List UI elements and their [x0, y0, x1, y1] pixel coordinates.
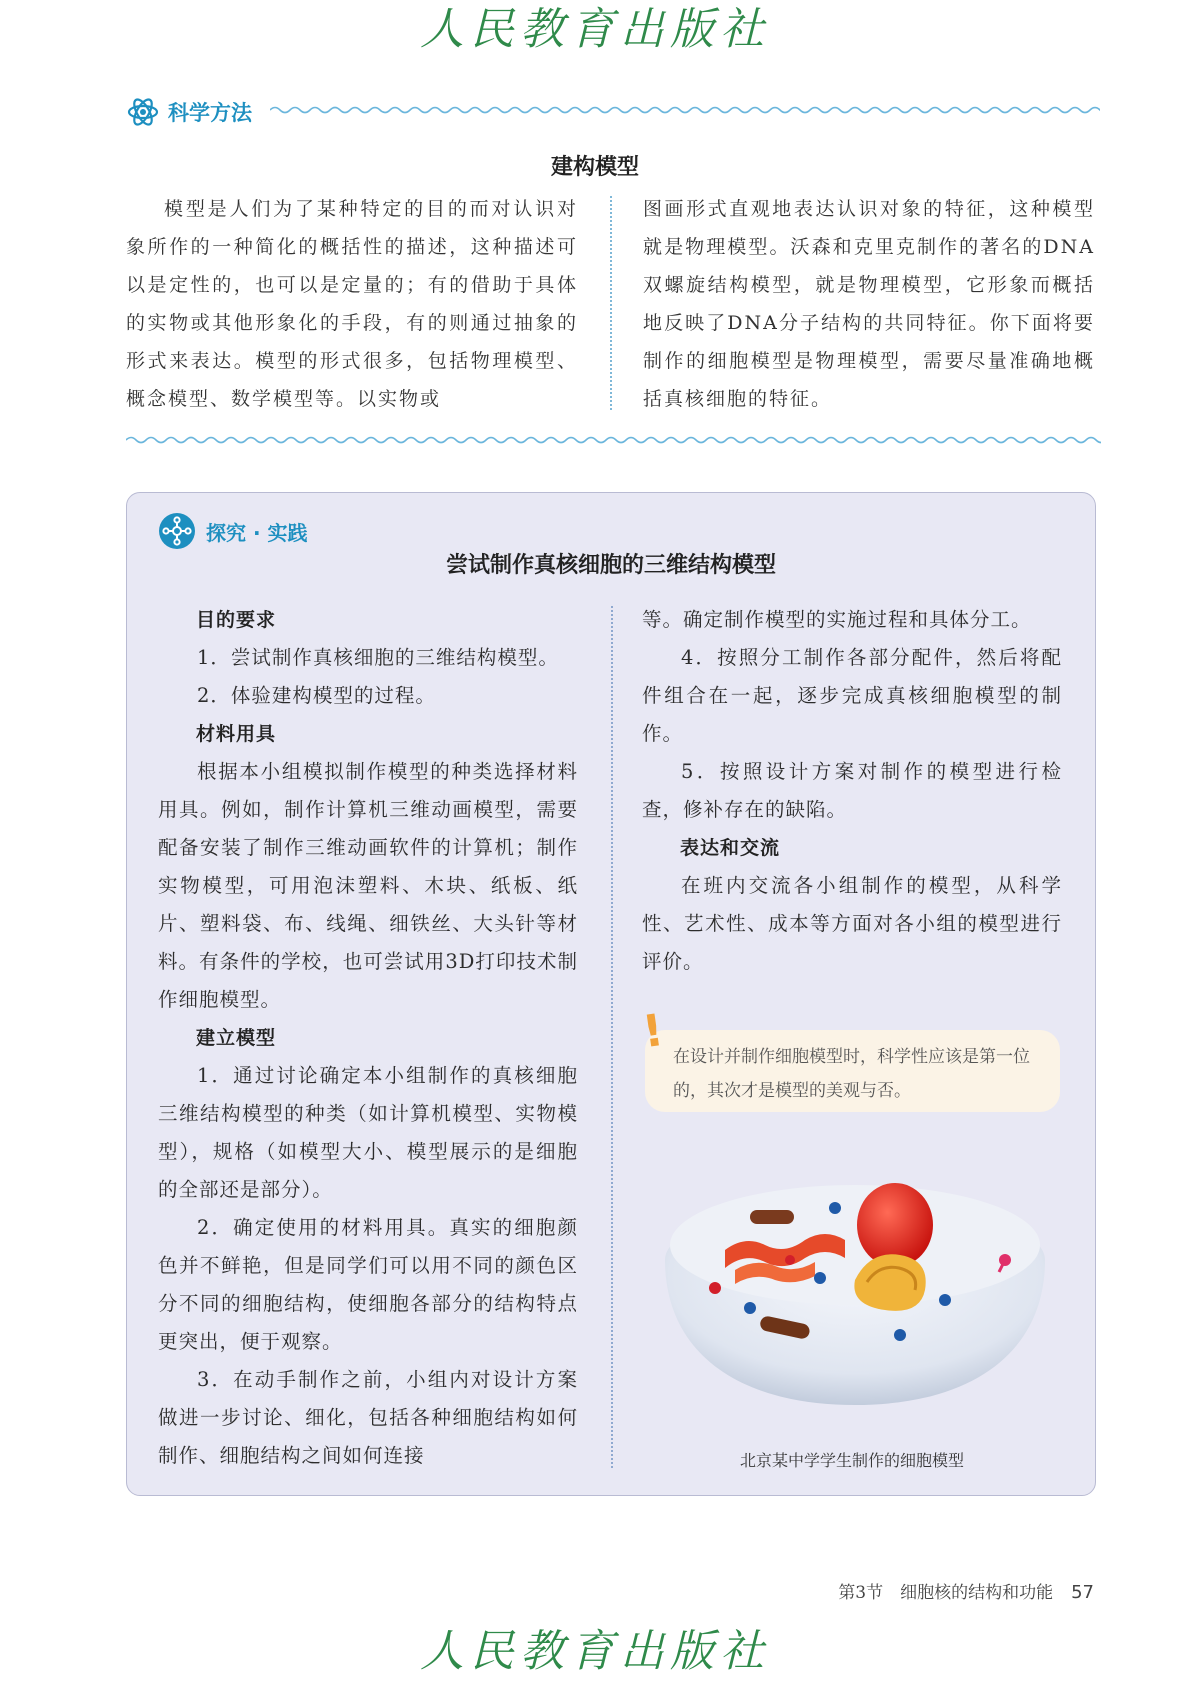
goal-item-2: 2．体验建构模型的过程。 [197, 684, 436, 707]
science-method-text-left: 模型是人们为了某种特定的目的而对认识对象所作的一种简化的概括性的描述，这种描述可以是定性的，也可以是定量的；有的借助于具体的实物或其他形象化的手段，有的则通过抽象的形式来表达。模型的形式很多，包括物理模型、概念模型、数学模型等。以实物或 [126, 198, 578, 410]
inquiry-right-column [642, 601, 1062, 981]
inquiry-title: 尝试制作真核细胞的三维结构模型 [445, 553, 776, 578]
section-title: 第3节 细胞核的结构和功能 [838, 1583, 1054, 1603]
cell-model-photo [655, 1150, 1055, 1415]
build-step-1: 1．通过讨论确定本小组制作的真核细胞三维结构模型的种类（如计算机模型、实物模型），规格（如模型大小、模型展示的是细胞的全部还是部分）。 [158, 1064, 578, 1201]
wavy-divider-bottom [126, 434, 1101, 446]
photo-caption: 北京某中学学生制作的细胞模型 [739, 1451, 964, 1470]
science-method-header [126, 92, 252, 132]
build-step-3-continued: 等。确定制作模型的实施过程和具体分工。 [642, 608, 1032, 631]
build-step-3: 3．在动手制作之前，小组内对设计方案做进一步讨论、细化，包括各种细胞结构如何制作、细胞结构之间如何连接 [158, 1368, 578, 1467]
page-footer [838, 1578, 1094, 1603]
science-method-label: 科学方法 [168, 101, 252, 125]
build-step-5: 5．按照设计方案对制作的模型进行检查，修补存在的缺陷。 [642, 760, 1062, 821]
inquiry-left-column [158, 601, 578, 1475]
heading-materials: 材料用具 [196, 723, 277, 745]
inquiry-practice-label: 探究 · 实践 [206, 520, 308, 545]
materials-text: 根据本小组模拟制作模型的种类选择材料用具。例如，制作计算机三维动画模型，需要配备安装了制作三维动画软件的计算机；制作实物模型，可用泡沫塑料、木块、纸板、纸片、塑料袋、布、线绳、细铁丝、大头针等材料。有条件的学校，也可尝试用3D打印技术制作细胞模型。 [158, 760, 578, 1011]
goal-item-1: 1．尝试制作真核细胞的三维结构模型。 [197, 646, 559, 669]
publisher-logo-bottom: 人民教育出版社 [420, 1626, 770, 1677]
build-step-4: 4．按照分工制作各部分配件，然后将配件组合在一起，逐步完成真核细胞模型的制作。 [642, 646, 1062, 745]
heading-goal: 目的要求 [196, 609, 277, 631]
science-method-heading: 建构模型 [550, 155, 639, 180]
exclamation-icon: ! [639, 1004, 667, 1059]
heading-build-model: 建立模型 [196, 1027, 277, 1049]
page-number: 57 [1071, 1582, 1094, 1603]
inquiry-practice-header [158, 512, 308, 550]
science-method-text-right: 图画形式直观地表达认识对象的特征，这种模型就是物理模型。沃森和克里克制作的著名的DNA双螺旋结构模型，就是物理模型，它形象而概括地反映了DNA分子结构的共同特征。你下面将要制作的细胞模型是物理模型，需要尽量准确地概括真核细胞的特征。 [643, 198, 1095, 410]
molecule-icon [158, 512, 196, 550]
express-text: 在班内交流各小组制作的模型，从科学性、艺术性、成本等方面对各小组的模型进行评价。 [642, 874, 1062, 973]
column-divider [610, 196, 612, 410]
atom-icon [126, 95, 160, 129]
box-column-divider [611, 606, 613, 1468]
heading-express: 表达和交流 [680, 837, 781, 859]
build-step-2: 2．确定使用的材料用具。真实的细胞颜色并不鲜艳，但是同学们可以用不同的颜色区分不同的细胞结构，使细胞各部分的结构特点更突出，便于观察。 [158, 1216, 578, 1353]
wavy-divider-top [270, 104, 1100, 116]
publisher-logo-top: 人民教育出版社 [420, 4, 770, 55]
tip-bubble: 在设计并制作细胞模型时，科学性应该是第一位的，其次才是模型的美观与否。 [645, 1030, 1060, 1112]
